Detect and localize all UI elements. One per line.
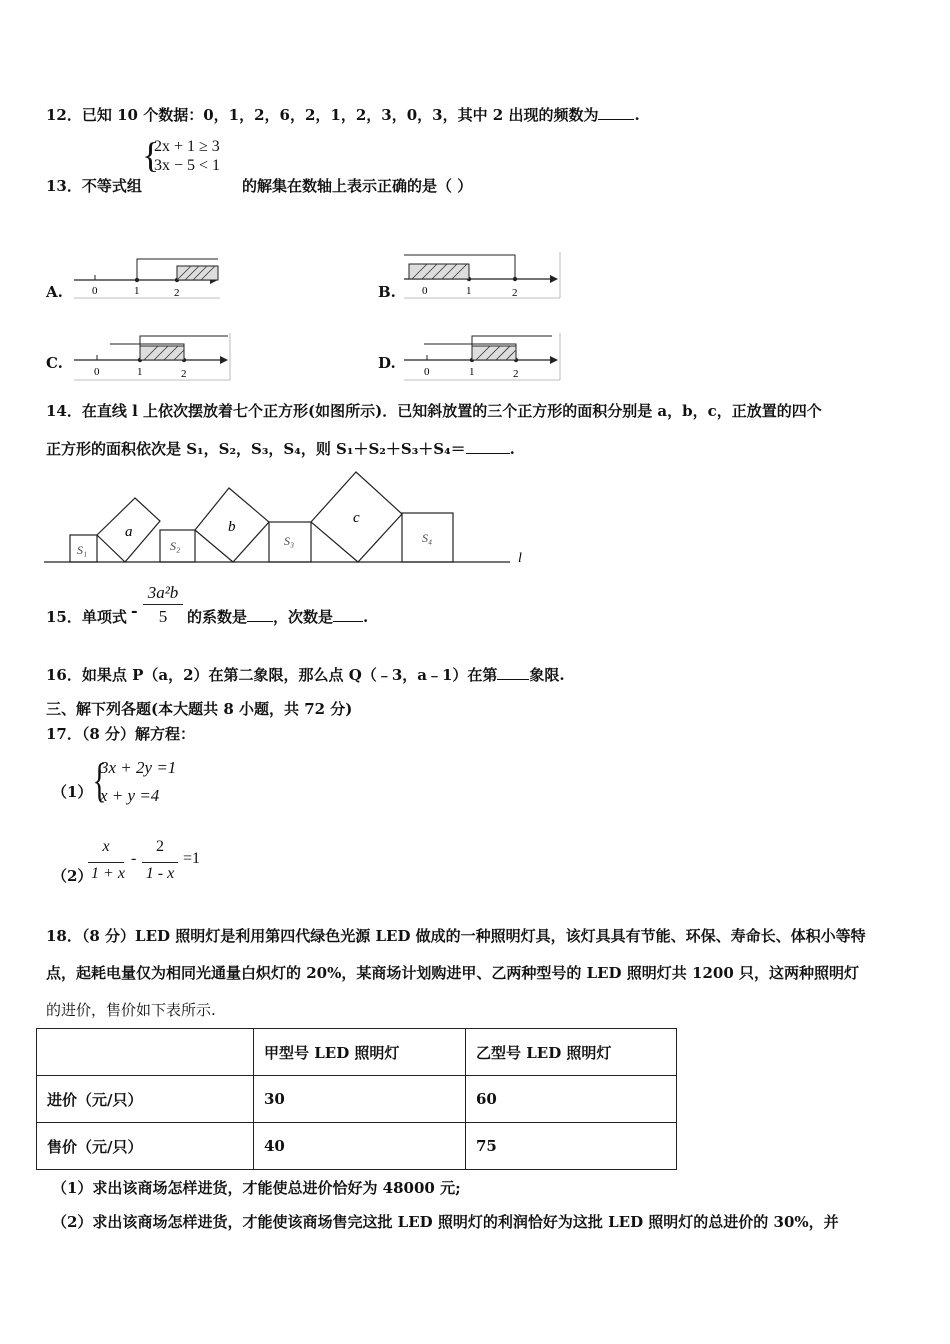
number-line-c xyxy=(74,333,234,383)
question-18-line1: 18．（8 分）LED 照明灯是利用第四代绿色光源 LED 做成的一种照明灯具，该灯具具有节能、环保、寿命长、体积小等特 xyxy=(46,927,866,945)
minus-operator: - xyxy=(131,850,137,867)
inequality-1: 2x + 1 ≥ 3 xyxy=(154,138,220,155)
question-13-suffix: 的解集在数轴上表示正确的是（ ） xyxy=(242,177,473,195)
answer-blank xyxy=(598,105,634,120)
table-cell: 40 xyxy=(254,1123,466,1170)
fraction-denominator: 5 xyxy=(158,607,168,626)
frac1-denominator: 1 + x xyxy=(91,865,125,882)
tick-1: 1 xyxy=(134,285,140,297)
tick-2: 2 xyxy=(174,287,180,299)
table-cell: 30 xyxy=(254,1076,466,1123)
question-12 xyxy=(46,104,640,125)
price-table xyxy=(36,1028,677,1170)
q15-mid: 的系数是 xyxy=(187,608,248,626)
equation-system-1 xyxy=(88,754,176,810)
number-line-b xyxy=(404,252,564,302)
question-13-prefix: 13．不等式组 xyxy=(46,177,142,195)
question-15-prefix: 15．单项式 xyxy=(46,608,127,626)
tick-1: 1 xyxy=(137,366,143,378)
label-c: c xyxy=(353,510,360,526)
frac1-bar xyxy=(88,862,124,863)
q14-tail: . xyxy=(509,440,515,458)
brace-icon: { xyxy=(142,135,160,175)
question-18-line3: 的进价，售价如下表所示. xyxy=(46,1001,216,1019)
table-cell: 进价（元/只） xyxy=(37,1076,254,1123)
label-s2: S₂ xyxy=(170,539,181,553)
q15-mid2: ，次数是 xyxy=(273,608,334,626)
tick-2: 2 xyxy=(181,368,187,380)
table-cell: 售价（元/只） xyxy=(37,1123,254,1170)
frac2-denominator: 1 - x xyxy=(145,865,175,882)
frac2-bar xyxy=(142,862,178,863)
number-line-d xyxy=(404,333,564,383)
rhs: =1 xyxy=(183,850,201,867)
brace-icon: { xyxy=(92,754,107,807)
tick-0: 0 xyxy=(424,366,430,378)
question-16 xyxy=(46,664,565,685)
frac1-numerator: x xyxy=(102,838,110,855)
q16-text: 16．如果点 P（a，2）在第二象限，那么点 Q（﹣3，a﹣1）在第 xyxy=(46,666,498,684)
question-18-line2: 点，起耗电量仅为相同光通量白炽灯的 20%，某商场计划购进甲、乙两种型号的 LED 照明灯共 1200 只，这两种照明灯 xyxy=(46,964,859,982)
table-cell: 75 xyxy=(466,1123,677,1170)
fraction-numerator: 3a²b xyxy=(147,583,179,602)
table-row xyxy=(37,1076,677,1123)
squares-figure xyxy=(44,466,534,570)
q12-tail: . xyxy=(634,106,640,124)
table-row xyxy=(37,1123,677,1170)
question-15-rest xyxy=(187,606,368,627)
tick-2: 2 xyxy=(513,368,519,380)
q15-tail: . xyxy=(363,608,369,626)
label-s3: S₃ xyxy=(284,534,295,548)
fraction-bar xyxy=(143,604,183,605)
table-header-cell: 乙型号 LED 照明灯 xyxy=(466,1029,677,1076)
answer-blank xyxy=(466,439,510,454)
answer-blank xyxy=(333,607,363,622)
inequality-2: 3x − 5 < 1 xyxy=(154,157,221,174)
tick-0: 0 xyxy=(94,366,100,378)
label-s1: S₁ xyxy=(77,543,88,557)
minus-sign: - xyxy=(131,601,138,620)
question-14-line1: 14．在直线 l 上依次摆放着七个正方形(如图所示)．已知斜放置的三个正方形的面积分别是 a，b，c，正放置的四个 xyxy=(46,402,822,420)
option-b-label: B. xyxy=(378,283,396,301)
label-s4: S₄ xyxy=(422,531,433,545)
tick-0: 0 xyxy=(422,285,428,297)
answer-blank xyxy=(247,607,273,622)
q17-part2-label: （2） xyxy=(52,867,93,885)
tick-1: 1 xyxy=(466,285,472,297)
option-d-label: D. xyxy=(378,354,396,372)
question-17-title: 17．（8 分）解方程： xyxy=(46,725,196,743)
table-cell: 60 xyxy=(466,1076,677,1123)
tick-0: 0 xyxy=(92,285,98,297)
frac2-numerator: 2 xyxy=(156,838,164,855)
q12-text: 12．已知 10 个数据：0，1，2，6，2，1，2，3，0，3，其中 2 出现的频数为 xyxy=(46,106,599,124)
table-header-cell: 甲型号 LED 照明灯 xyxy=(254,1029,466,1076)
question-14-line2 xyxy=(46,438,515,459)
number-line-a xyxy=(74,255,224,303)
q17-part1-label: （1） xyxy=(52,783,93,801)
question-18-sub1: （1）求出该商场怎样进货，才能使总进价恰好为 48000 元; xyxy=(52,1179,461,1197)
answer-blank xyxy=(497,665,529,680)
tick-1: 1 xyxy=(469,366,475,378)
q14-text: 正方形的面积依次是 S₁，S₂，S₃，S₄，则 S₁＋S₂＋S₃＋S₄＝ xyxy=(46,440,466,458)
option-c-label: C. xyxy=(46,354,63,372)
equation-2: x + y =4 xyxy=(100,786,160,805)
inequality-system xyxy=(142,137,220,175)
tick-2: 2 xyxy=(512,287,518,299)
label-b: b xyxy=(228,519,236,535)
q16-tail: 象限. xyxy=(529,666,565,684)
equation-1: 3x + 2y =1 xyxy=(100,758,177,777)
table-header-row xyxy=(37,1029,677,1076)
option-a-label: A. xyxy=(46,283,63,301)
label-a: a xyxy=(125,524,133,540)
line-l-label: l xyxy=(518,551,522,566)
question-18-sub2: （2）求出该商场怎样进货，才能使该商场售完这批 LED 照明灯的利润恰好为这批 LED 照明灯的总进价的 30%，并 xyxy=(52,1213,839,1231)
section-3-title: 三、解下列各题(本大题共 8 小题，共 72 分) xyxy=(46,700,353,718)
table-header-cell xyxy=(37,1029,254,1076)
